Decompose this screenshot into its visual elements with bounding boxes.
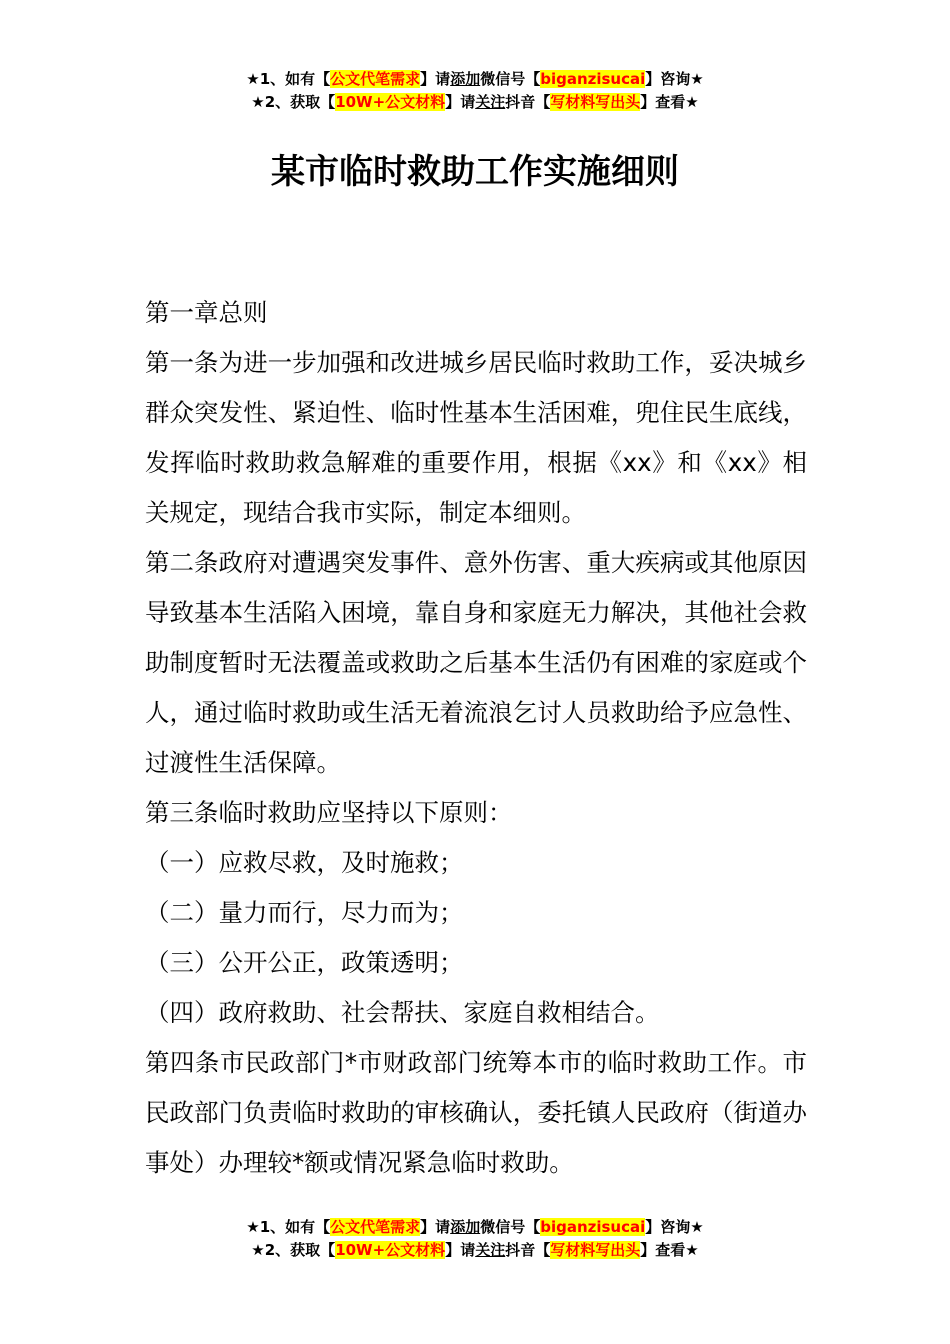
document-title: 某市临时救助工作实施细则 — [271, 152, 679, 192]
promo-highlight: 公文代笔需求 — [330, 1218, 421, 1236]
promo-line-1: ★1、如有【公文代笔需求】请添加微信号【biganzisucai】咨询★ — [246, 70, 704, 88]
promo-highlight: 10W+公文材料 — [335, 93, 446, 111]
principle-item: （二）量力而行，尽力而为； — [145, 898, 464, 927]
promo-highlight: 公文代笔需求 — [330, 70, 421, 88]
chapter-heading: 第一章总则 — [145, 298, 268, 327]
article-paragraph: 第四条市民政部门*市财政部门统筹本市的临时救助工作。市民政部门负责临时救助的审核确认，委托镇人民政府（街道办事处）办理较*额或情况紧急临时救助。 — [145, 1048, 807, 1177]
article-paragraph: 第二条政府对遭遇突发事件、意外伤害、重大疾病或其他原因导致基本生活陷入困境，靠自身和家庭无力解决，其他社会救助制度暂时无法覆盖或救助之后基本生活仍有困难的家庭或个人，通过临时救助或生活无着流浪乞讨人员救助给予应急性、过渡性生活保障。 — [145, 548, 807, 777]
article-paragraph: 第一条为进一步加强和改进城乡居民临时救助工作，妥决城乡群众突发性、紧迫性、临时性基本生活困难，兜住民生底线，发挥临时救助救急解难的重要作用，根据《xx》和《xx》相关规定，现结合我市实际，制定本细则。 — [145, 348, 807, 527]
principle-item: （三）公开公正，政策透明； — [145, 948, 464, 977]
article-paragraph: 第三条临时救助应坚持以下原则： — [145, 798, 513, 827]
header-promo-banner — [0, 68, 950, 114]
douyin-account: 写材料写出头 — [550, 93, 641, 111]
principle-item: （一）应救尽救，及时施救； — [145, 848, 464, 877]
promo-highlight: 10W+公文材料 — [335, 1241, 446, 1259]
principle-item: （四）政府救助、社会帮扶、家庭自救相结合。 — [145, 998, 660, 1027]
promo-line-1: ★1、如有【公文代笔需求】请添加微信号【biganzisucai】咨询★ — [246, 1218, 704, 1236]
wechat-id: biganzisucai — [540, 1218, 646, 1236]
douyin-account: 写材料写出头 — [550, 1241, 641, 1259]
promo-line-2: ★2、获取【10W+公文材料】请关注抖音【写材料写出头】查看★ — [251, 1241, 699, 1259]
promo-line-2: ★2、获取【10W+公文材料】请关注抖音【写材料写出头】查看★ — [251, 93, 699, 111]
document-body — [145, 288, 807, 1188]
wechat-id: biganzisucai — [540, 70, 646, 88]
footer-promo-banner — [0, 1216, 950, 1262]
